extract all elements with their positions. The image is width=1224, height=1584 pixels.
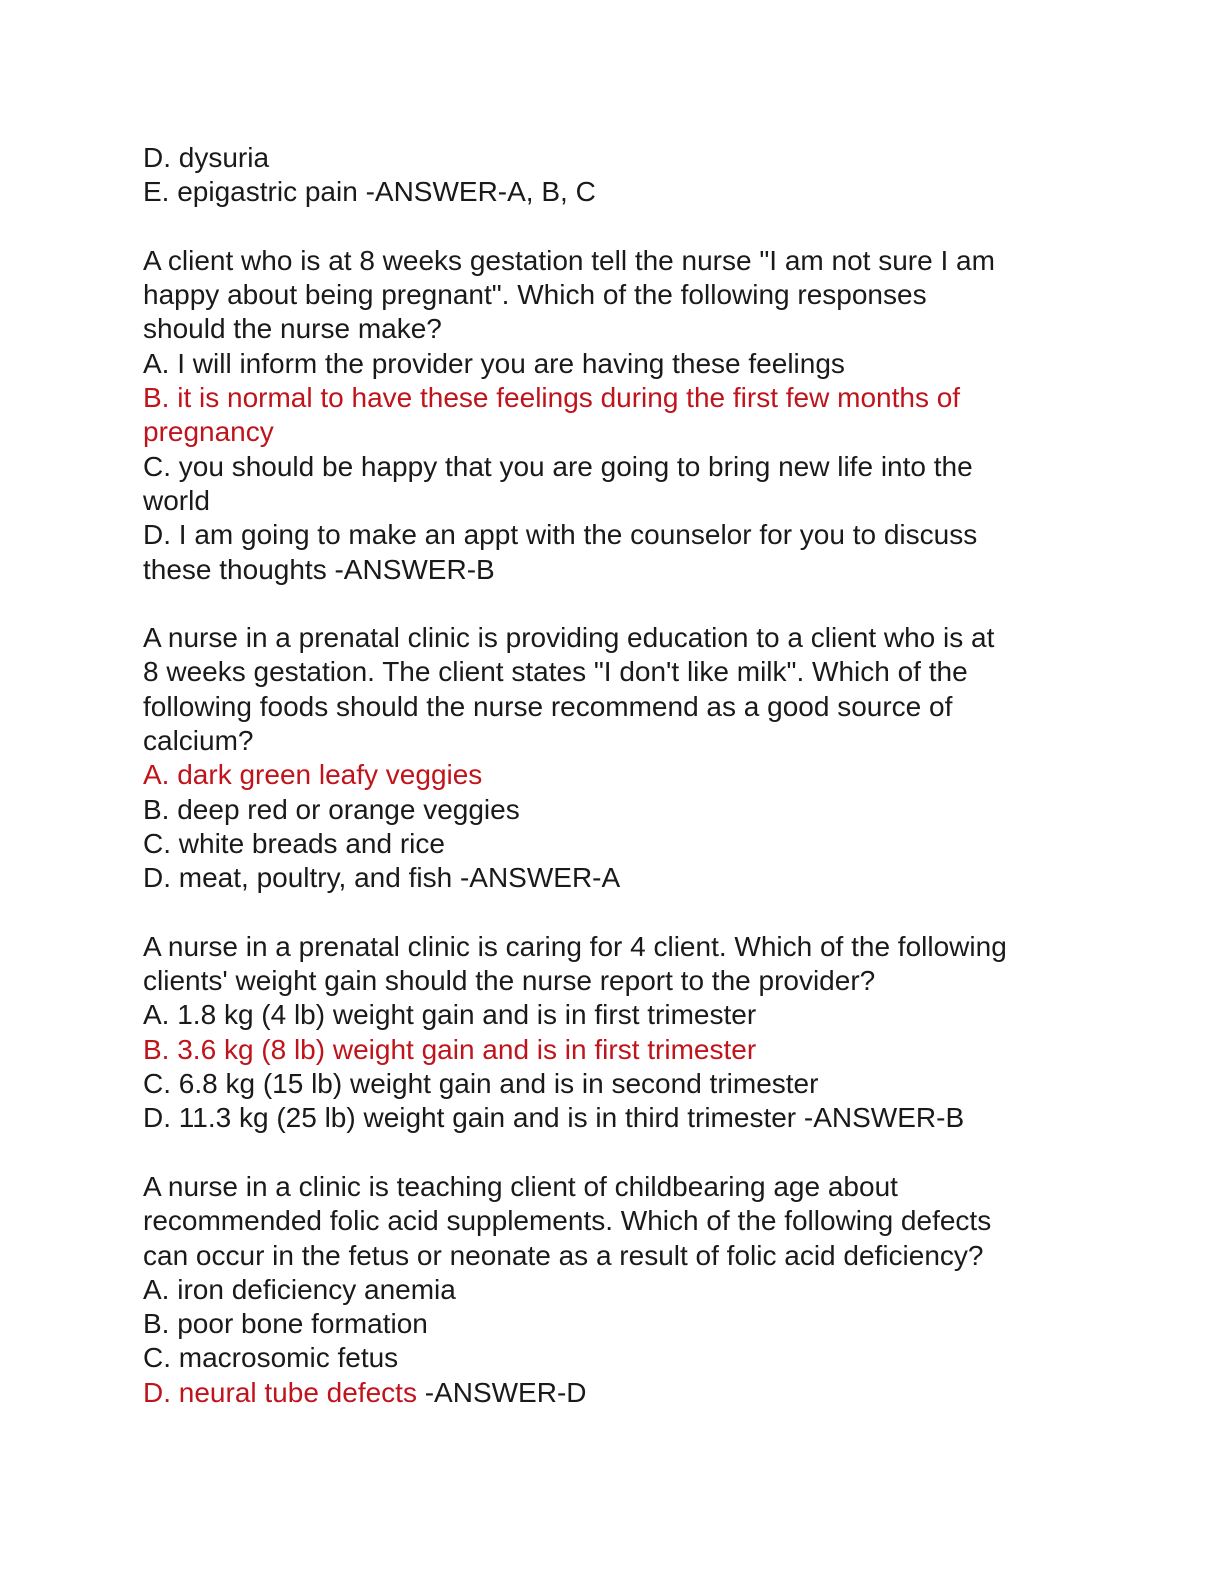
option-d: D. I am going to make an appt with the counselor for you to discuss xyxy=(143,519,978,551)
question-text: A client who is at 8 weeks gestation tell the nurse "I am not sure I am xyxy=(143,244,995,276)
option-b: B. deep red or orange veggies xyxy=(143,793,520,825)
option-e-with-answer: E. epigastric pain -ANSWER-A, B, C xyxy=(143,176,596,208)
question-block-0 xyxy=(143,141,1083,210)
option-b-correct-continued: pregnancy xyxy=(143,416,274,448)
question-block-3 xyxy=(143,930,1083,1136)
paragraph-gap xyxy=(143,587,1083,621)
option-d-with-answer: D. 11.3 kg (25 lb) weight gain and is in third trimester -ANSWER-B xyxy=(143,1102,965,1134)
document-page xyxy=(143,141,1083,1410)
question-block-2 xyxy=(143,621,1083,895)
question-text: happy about being pregnant". Which of the following responses xyxy=(143,279,927,311)
question-text: A nurse in a prenatal clinic is providing education to a client who is at xyxy=(143,622,995,654)
option-d: D. dysuria xyxy=(143,142,270,173)
option-d-line xyxy=(143,1376,1083,1410)
question-text: recommended folic acid supplements. Which of the following defects xyxy=(143,1205,992,1237)
question-text: should the nurse make? xyxy=(143,313,442,345)
option-a: A. iron deficiency anemia xyxy=(143,1273,456,1305)
option-c: C. you should be happy that you are going to bring new life into the xyxy=(143,450,973,482)
question-block-1 xyxy=(143,244,1083,587)
question-text: 8 weeks gestation. The client states "I don't like milk". Which of the xyxy=(143,656,968,688)
answer-key: -ANSWER-D xyxy=(416,1376,587,1408)
option-d-with-answer: these thoughts -ANSWER-B xyxy=(143,553,495,585)
option-d-with-answer: D. meat, poultry, and fish -ANSWER-A xyxy=(143,862,621,894)
question-text: clients' weight gain should the nurse report to the provider? xyxy=(143,965,876,997)
option-a: A. I will inform the provider you are having these feelings xyxy=(143,347,845,379)
paragraph-gap xyxy=(143,210,1083,244)
option-c: C. white breads and rice xyxy=(143,827,445,859)
question-text: can occur in the fetus or neonate as a result of folic acid deficiency? xyxy=(143,1239,984,1271)
option-a-correct: A. dark green leafy veggies xyxy=(143,759,483,791)
option-d-correct: D. neural tube defects xyxy=(143,1376,417,1408)
question-text: A nurse in a clinic is teaching client of childbearing age about xyxy=(143,1170,898,1202)
option-a: A. 1.8 kg (4 lb) weight gain and is in first trimester xyxy=(143,999,757,1031)
option-c: C. macrosomic fetus xyxy=(143,1342,399,1374)
question-text: calcium? xyxy=(143,725,254,757)
option-c-continued: world xyxy=(143,484,210,516)
option-b-correct: B. it is normal to have these feelings during the first few months of xyxy=(143,382,961,414)
option-b-correct: B. 3.6 kg (8 lb) weight gain and is in first trimester xyxy=(143,1033,757,1065)
option-b: B. poor bone formation xyxy=(143,1308,428,1340)
question-text: following foods should the nurse recommend as a good source of xyxy=(143,690,953,722)
paragraph-gap xyxy=(143,1136,1083,1170)
question-text: A nurse in a prenatal clinic is caring for 4 client. Which of the following xyxy=(143,930,1007,962)
option-c: C. 6.8 kg (15 lb) weight gain and is in second trimester xyxy=(143,1068,819,1100)
question-block-4 xyxy=(143,1170,1083,1410)
paragraph-gap xyxy=(143,896,1083,930)
